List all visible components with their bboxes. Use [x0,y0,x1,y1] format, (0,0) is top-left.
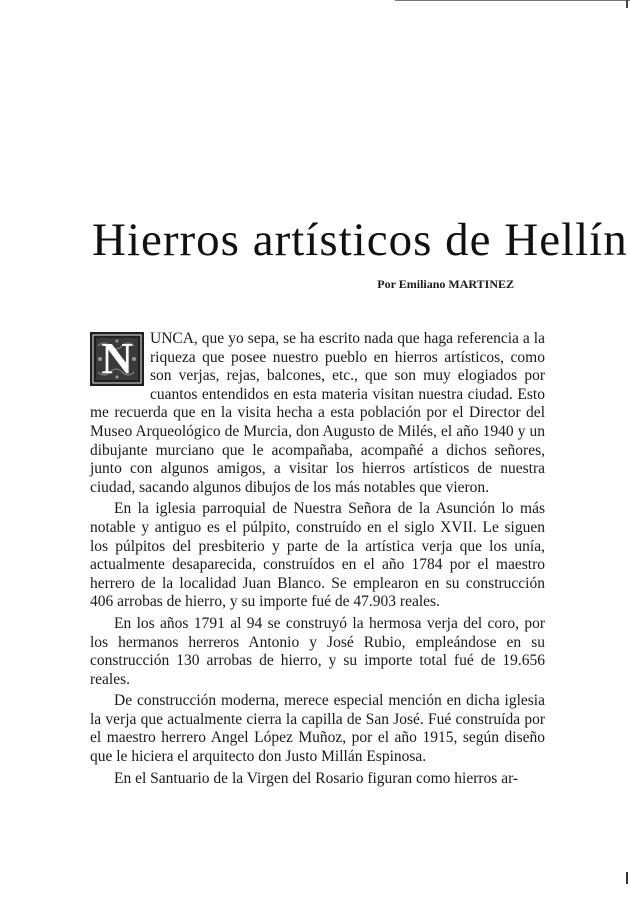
paragraph-2: En la iglesia parroquial de Nuestra Señora de la Asunción lo más notable y antiguo es el púlpito, construído en el siglo XVII. Le siguen los púlpitos del presbiterio y parte de la artística verja que los unía, actualmente desaparecida, construídos en el año 1784 por el maestro herrero de la localidad Juan Blanco. Se emplearon en su construcción 406 arrobas de hierro, y su importe fué de 47.903 reales. [90,500,545,611]
drop-cap [90,332,144,386]
top-rule [395,0,630,1]
paragraph-1-text: UNCA, que yo sepa, se ha escrito nada que haga referencia a la riqueza que posee nuestro pueblo en hierros artísticos, como son verjas, rejas, balcones, etc., que son muy elogiados por cuantos entendidos en esta materia visitan nuestra ciudad. Esto me recuerda que en la visita hecha a esta población por el Director del Museo Arqueológico de Murcia, don Augusto de Milés, el año 1940 y un dibujante murciano que le acompañaba, acompañé a dichos señores, junto con algunos amigos, a visitar los hierros artísticos de nuestra ciudad, sacando algunos dibujos de los más notables que vieron. [90,330,545,496]
paragraph-5: En el Santuario de la Virgen del Rosario figuran como hierros ar- [114,769,519,787]
paragraph-1 [90,330,545,497]
article-byline: Por Emiliano MARTINEZ [377,277,514,291]
article-title: Hierros artísticos de Hellín [92,214,628,266]
side-mark [626,872,628,884]
drop-cap-letter: N [101,334,133,383]
article-body [90,330,545,791]
top-rule-tick [626,0,628,8]
paragraph-3: En los años 1791 al 94 se construyó la hermosa verja del coro, por los hermanos herreros Antonio y José Rubio, empleándose en su construcción 130 arrobas de hierro, y su importe total fué de 19.656 reales. [90,614,545,688]
paragraph-4: De construcción moderna, merece especial mención en dicha iglesia la verja que actualmente cierra la capilla de San José. Fué construída por el maestro herrero Angel López Muñoz, por el año 1915, según diseño que le hiciera el arquitecto don Justo Millán Espinosa. [90,692,545,766]
